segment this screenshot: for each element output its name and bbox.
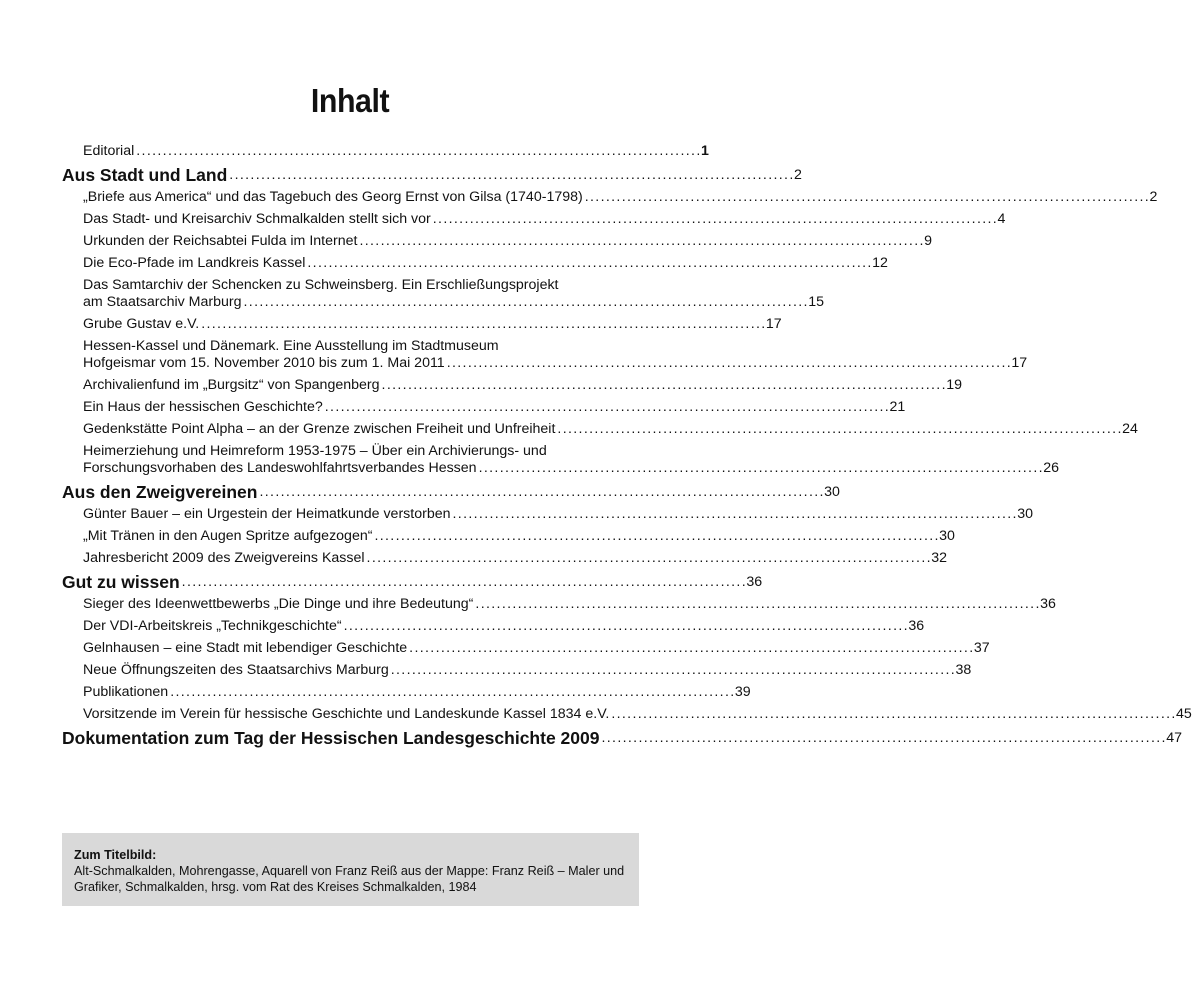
toc-entry-label: Archivalienfund im „Burgsitz“ von Spangenberg: [83, 377, 380, 393]
toc-page-number: 12: [872, 255, 888, 271]
toc-page-number: 19: [946, 377, 963, 393]
toc-entry-label: Hofgeismar vom 15. November 2010 bis zum 1. Mai 2011: [83, 355, 445, 371]
toc-entry-label: Forschungsvorhaben des Landeswohlfahrtsverbandes Hessen: [83, 460, 477, 476]
dot-leader: [136, 143, 699, 160]
toc-entry-label-line1: Heimerziehung und Heimreform 1953-1975 – Über ein Archivierungs- und: [83, 443, 547, 459]
toc-page-number: 36: [746, 574, 763, 590]
toc-entry-label-line1: Das Samtarchiv der Schencken zu Schweinsberg. Ein Erschließungsprojekt: [83, 277, 559, 293]
toc-entry-label: Publikationen: [83, 684, 169, 700]
toc-entry-label: Grube Gustav e.V.: [83, 316, 200, 332]
toc-entry[interactable]: [62, 618, 925, 635]
dot-leader: [307, 255, 870, 272]
page-title: Inhalt: [310, 82, 390, 119]
toc-entry-label: Sieger des Ideenwettbewerbs „Die Dinge und ihre Bedeutung“: [83, 596, 474, 612]
toc-entry[interactable]: [62, 189, 1158, 206]
toc-entry-label: Günter Bauer – ein Urgestein der Heimatkunde verstorben: [83, 506, 451, 522]
dot-leader: [557, 421, 1120, 438]
toc-entry-label: Ein Haus der hessischen Geschichte?: [83, 399, 323, 415]
dot-leader: [259, 482, 822, 503]
toc-page-number: 21: [889, 399, 906, 415]
dot-leader: [391, 662, 954, 679]
toc-page-number: 17: [765, 316, 782, 332]
toc-entry[interactable]: [62, 528, 955, 545]
toc-entry[interactable]: [62, 506, 1033, 523]
toc-entry[interactable]: [62, 399, 906, 416]
dot-leader: [170, 684, 733, 701]
toc-entry-label: Editorial: [83, 143, 135, 159]
toc-entry[interactable]: [62, 377, 963, 394]
toc-page-number: 30: [939, 528, 955, 544]
dot-leader: [585, 189, 1148, 206]
toc-entry[interactable]: [62, 662, 972, 679]
dot-leader: [325, 399, 888, 416]
toc-section-aus-stadt-und-land[interactable]: [62, 165, 802, 186]
toc-entry-label: Neue Öffnungszeiten des Staatsarchivs Marburg: [83, 662, 389, 678]
toc-entry-label: Gedenkstätte Point Alpha – an der Grenze zwischen Freiheit und Unfreiheit: [83, 421, 556, 437]
toc-page-number: 38: [955, 662, 972, 678]
toc-entry-label: „Mit Tränen in den Augen Spritze aufgezogen“: [83, 528, 373, 544]
toc-section-dokumentation[interactable]: [62, 728, 1182, 749]
toc-section-gut-zu-wissen[interactable]: [62, 572, 763, 593]
toc-entry[interactable]: [62, 338, 1028, 372]
dot-leader: [344, 618, 907, 635]
toc-page-number: 2: [1149, 189, 1158, 205]
table-of-contents: [62, 143, 1192, 752]
caption-title: Zum Titelbild:: [74, 848, 157, 862]
toc-entry-label: am Staatsarchiv Marburg: [83, 294, 242, 310]
dot-leader: [244, 294, 807, 311]
toc-entry[interactable]: [62, 421, 1138, 438]
toc-entry[interactable]: [62, 277, 824, 311]
toc-page-number: 45: [1176, 706, 1192, 722]
toc-entry-label-line1: Hessen-Kassel und Dänemark. Eine Ausstellung im Stadtmuseum: [83, 338, 499, 354]
toc-entry-label: Urkunden der Reichsabtei Fulda im Internet: [83, 233, 358, 249]
toc-page-number: 32: [931, 550, 948, 566]
toc-page-number: 4: [997, 211, 1006, 227]
toc-page-number: 47: [1166, 730, 1182, 746]
toc-entry-label: Die Eco-Pfade im Landkreis Kassel: [83, 255, 306, 271]
toc-section-title: Aus Stadt und Land: [62, 165, 228, 185]
toc-section-aus-den-zweigvereinen[interactable]: [62, 482, 840, 503]
dot-leader: [201, 316, 764, 333]
toc-page-number: 36: [908, 618, 925, 634]
toc-entry[interactable]: [62, 316, 782, 333]
dot-leader: [433, 211, 996, 228]
dot-leader: [367, 550, 930, 567]
dot-leader: [409, 640, 972, 657]
dot-leader: [479, 460, 1042, 477]
toc-page-number: 30: [1017, 506, 1033, 522]
toc-entry-editorial[interactable]: [62, 143, 709, 160]
toc-page-number: 24: [1122, 421, 1138, 437]
dot-leader: [374, 528, 937, 545]
toc-page-number: 26: [1043, 460, 1060, 476]
cover-image-caption: [62, 833, 639, 906]
toc-page-number: 36: [1040, 596, 1056, 612]
toc-entry[interactable]: [62, 706, 1192, 723]
toc-entry[interactable]: [62, 596, 1056, 613]
toc-page-number: 30: [824, 484, 840, 500]
dot-leader: [453, 506, 1016, 523]
dot-leader: [359, 233, 922, 250]
toc-page-number: 39: [734, 684, 751, 700]
toc-entry-label: Gelnhausen – eine Stadt mit lebendiger Geschichte: [83, 640, 408, 656]
dot-leader: [182, 572, 745, 593]
toc-section-title: Gut zu wissen: [62, 572, 180, 592]
dot-leader: [601, 728, 1164, 749]
toc-entry-label: Das Stadt- und Kreisarchiv Schmalkalden stellt sich vor: [83, 211, 431, 227]
toc-entry[interactable]: [62, 640, 990, 657]
toc-entry[interactable]: [62, 233, 933, 250]
toc-entry-label: Vorsitzende im Verein für hessische Geschichte und Landeskunde Kassel 1834 e.V.: [83, 706, 610, 722]
toc-page-number: 17: [1011, 355, 1028, 371]
dot-leader: [475, 596, 1038, 613]
toc-page-number: 37: [973, 640, 990, 656]
dot-leader: [229, 165, 792, 186]
dot-leader: [382, 377, 945, 394]
dot-leader: [611, 706, 1174, 723]
toc-entry-label: „Briefe aus America“ und das Tagebuch des Georg Ernst von Gilsa (1740-1798): [83, 189, 583, 205]
toc-page-number: 15: [808, 294, 824, 310]
toc-page-number: 2: [793, 167, 802, 183]
toc-entry[interactable]: [62, 443, 1060, 477]
caption-text: Alt-Schmalkalden, Mohrengasse, Aquarell von Franz Reiß aus der Mappe: Franz Reiß – Maler und Grafiker, Schmalkalden, hrsg. vom Rat des Kreises Schmalkalden, 1984: [74, 864, 625, 894]
toc-entry[interactable]: [62, 211, 1006, 228]
toc-section-title: Dokumentation zum Tag der Hessischen Landesgeschichte 2009: [62, 728, 600, 748]
toc-entry-label: Jahresbericht 2009 des Zweigvereins Kassel: [83, 550, 365, 566]
toc-section-title: Aus den Zweigvereinen: [62, 482, 258, 502]
toc-page-number: 1: [700, 143, 709, 159]
toc-entry[interactable]: [62, 684, 751, 701]
toc-entry[interactable]: [62, 255, 888, 272]
toc-entry-label: Der VDI-Arbeitskreis „Technikgeschichte“: [83, 618, 342, 634]
toc-page-number: 9: [924, 233, 933, 249]
toc-entry[interactable]: [62, 550, 948, 567]
dot-leader: [447, 355, 1010, 372]
